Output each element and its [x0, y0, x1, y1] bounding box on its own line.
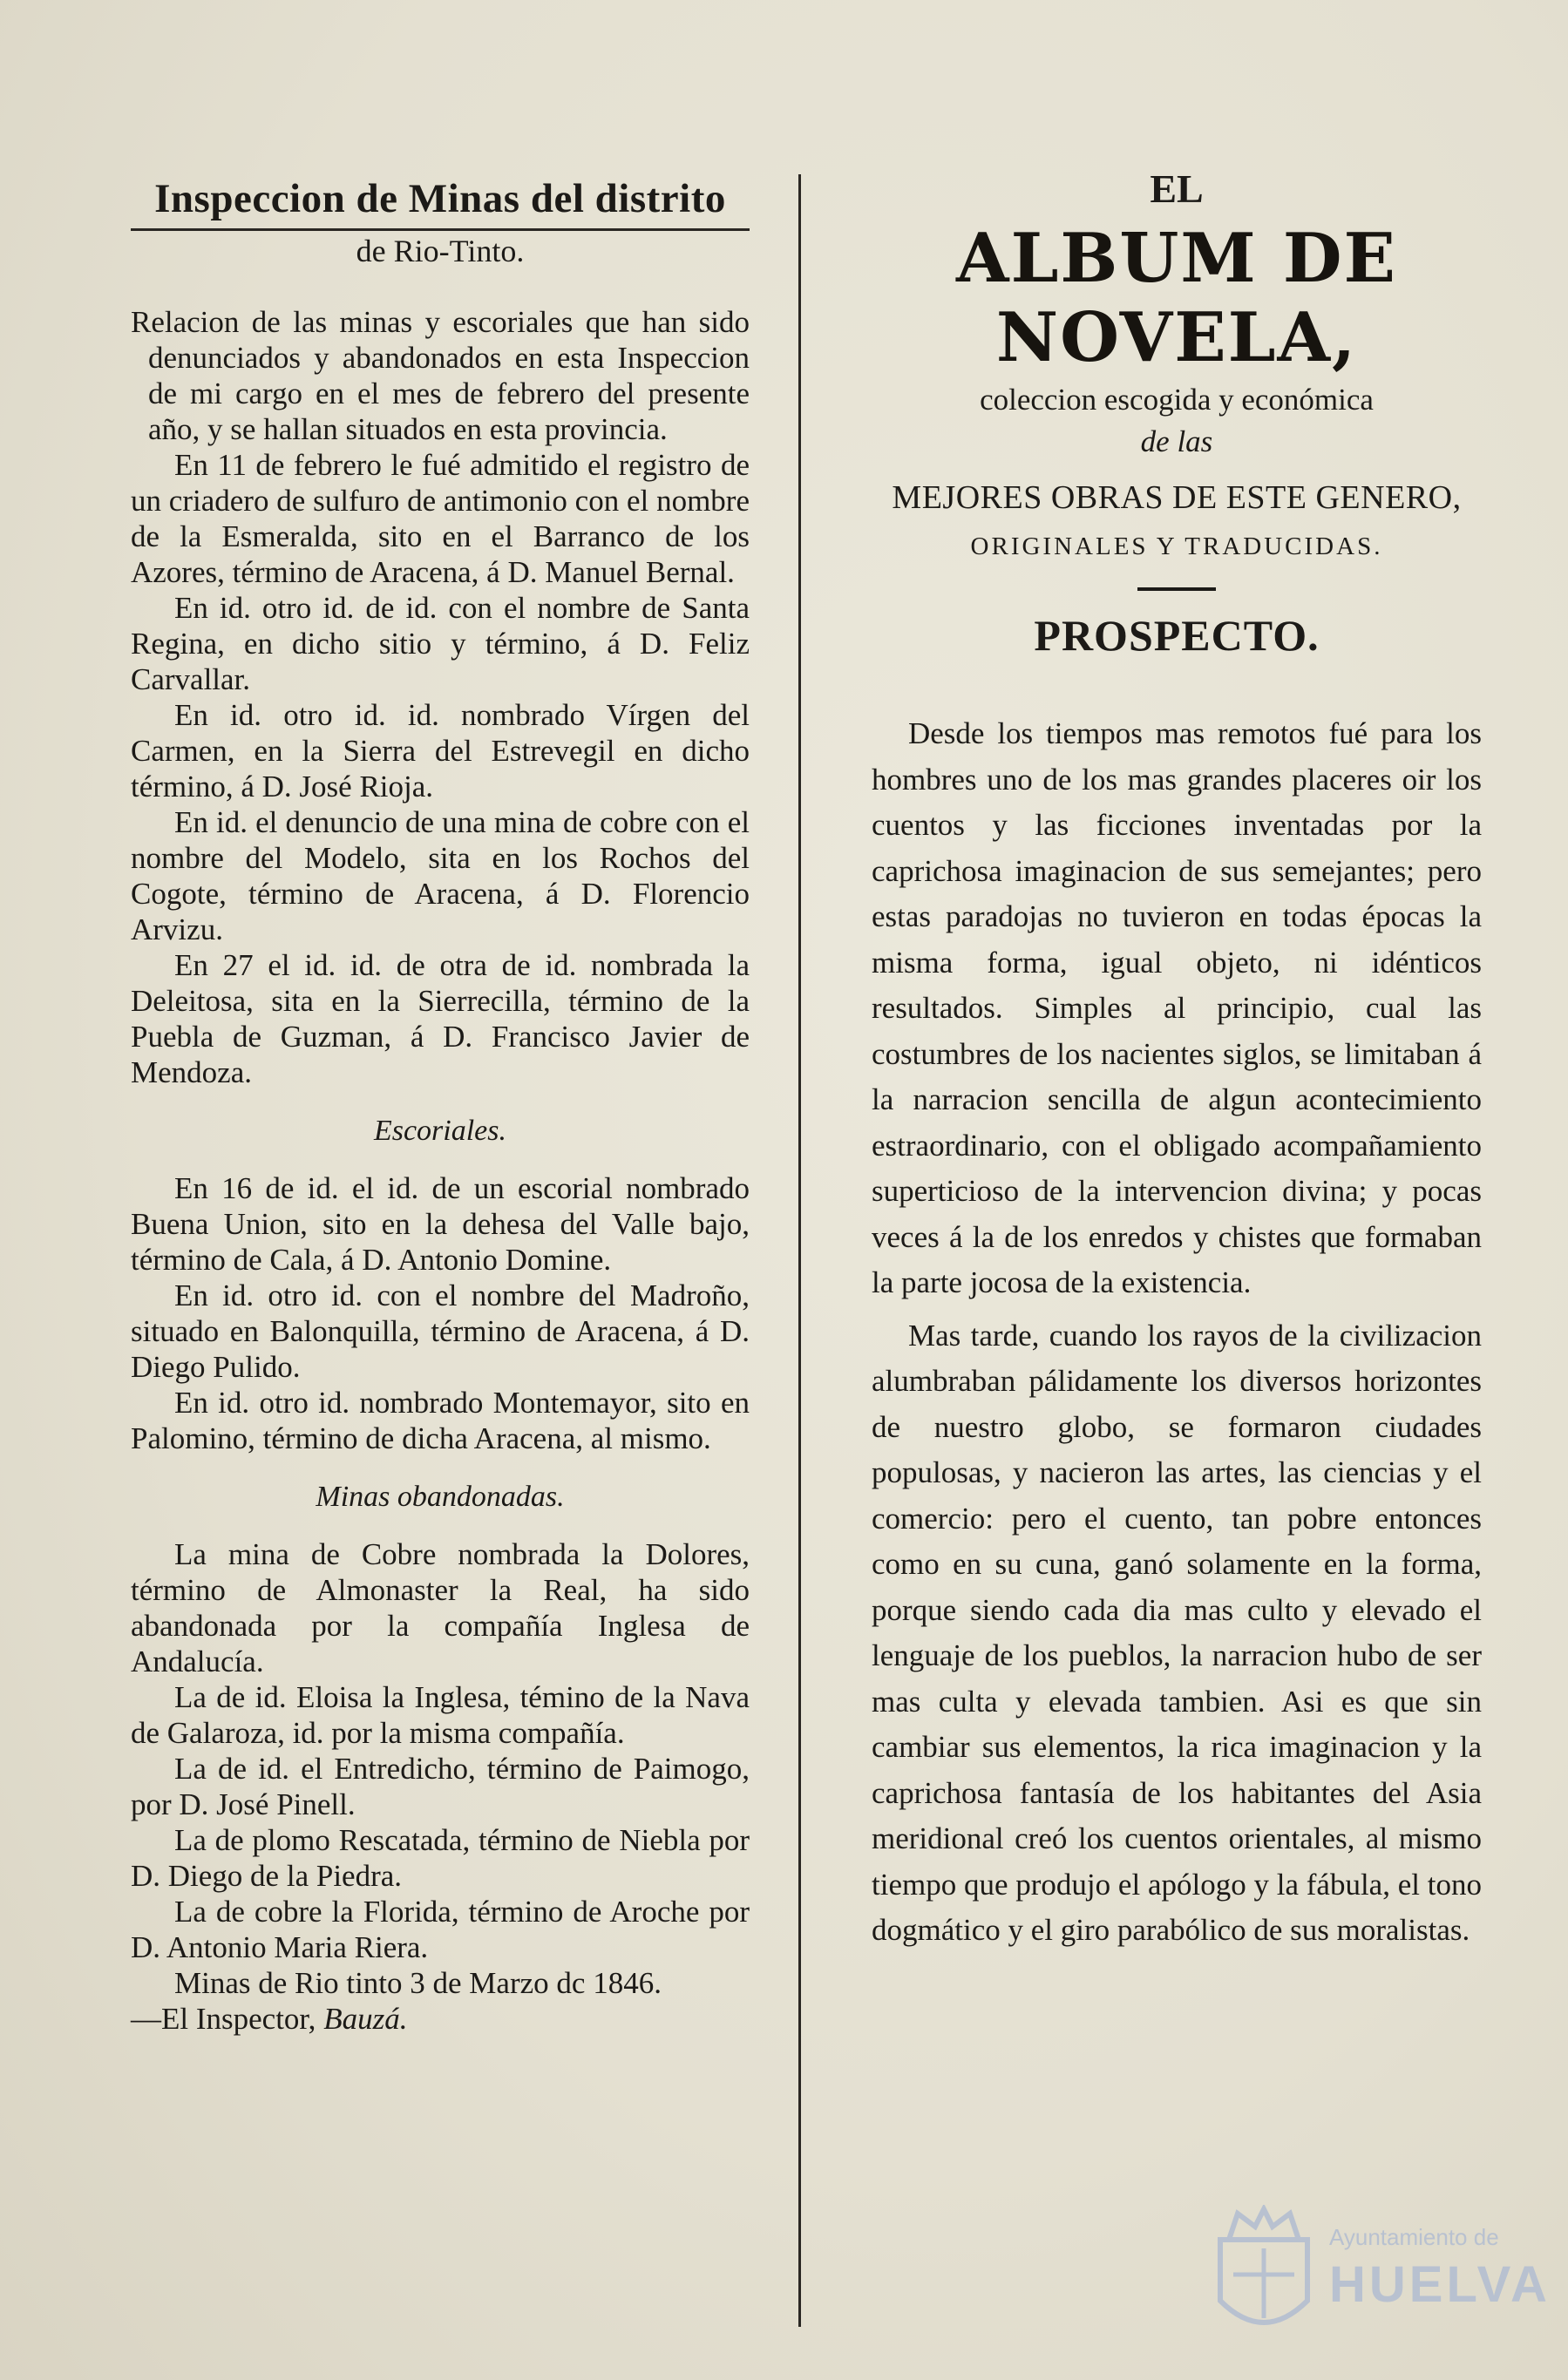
masthead-coleccion: coleccion escogida y económica [980, 383, 1374, 417]
closing-line: Minas de Rio tinto 3 de Marzo dc 1846. [174, 1966, 662, 2001]
mine-entry: En id. otro id. id. nombrado Vírgen del Carmen, en la Sierra del Estrevegil en dicho término, á D. José Rioja. [131, 698, 750, 804]
escorial-entry: En id. otro id. nombrado Montemayor, sito en Palomino, término de dicha Aracena, al mismo. [131, 1386, 750, 1456]
abandonadas-heading: Minas obandonadas. [316, 1481, 565, 1514]
library-stamp [1212, 2205, 1551, 2353]
abandoned-entry: La de id. el Entredicho, término de Paimogo, por D. José Pinell. [131, 1752, 750, 1822]
left-title: Inspeccion de Minas del distrito [131, 174, 750, 231]
abandoned-entry: La de plomo Rescatada, término de Niebla por D. Diego de la Piedra. [131, 1823, 750, 1894]
prospecto-paragraph: Mas tarde, cuando los rayos de la civilizacion alumbraban pálidamente los diversos horizontes de nuestro globo, se formaron ciudades populosas, y nacieron las artes, las ciencias y el comercio: pero el cuento, tan pobre entonces como en su cuna, ganó solamente en la forma, porque siendo cada dia mas culto y elevado el lenguaje de los pueblos, la narracion hubo de ser mas culta y elevada tambien. Asi es que sin cambiar sus elementos, la rica imaginacion y la caprichosa fantasía de los habitantes del Asia meridional creó los cuentos orientales, al mismo tiempo que produjo el apólogo y la fábula, el tono dogmático y el giro parabólico de sus moralistas. [872, 1318, 1482, 1947]
signature-name: Bauzá. [323, 2002, 408, 2037]
abandoned-entry: La de id. Eloisa la Inglesa, témino de la Nava de Galaroza, id. por la misma compañía. [131, 1680, 750, 1751]
masthead-title: ALBUM DE NOVELA, [956, 219, 1397, 377]
mine-entry: En 11 de febrero le fué admitido el registro de un criadero de sulfuro de antimonio con el nombre de la Esmeralda, sito en el Barranco de los Azores, término de Aracena, á D. Manuel Bernal. [131, 448, 750, 590]
right-column [872, 166, 1482, 1961]
crest-icon [1212, 2205, 1316, 2344]
masthead-el: EL [1150, 166, 1204, 211]
escorial-entry: En id. otro id. con el nombre del Madroño, situado en Balonquilla, término de Aracena, á D. Diego Pulido. [131, 1278, 750, 1385]
abandoned-entry: La mina de Cobre nombrada la Dolores, término de Almonaster la Real, ha sido abandonada por la compañía Inglesa de Andalucía. [131, 1537, 750, 1679]
stamp-line2: HUELVA [1329, 2256, 1551, 2313]
left-subtitle: de Rio-Tinto. [356, 234, 525, 269]
masthead-mejores: MEJORES OBRAS DE ESTE GENERO, [892, 479, 1462, 516]
left-intro: Relacion de las minas y escoriales que han sido denunciados y abandonados en esta Inspeccion de mi cargo en el mes de febrero del presente año, y se hallan situados en esta provincia. [131, 305, 750, 447]
abandoned-entry: La de cobre la Florida, término de Aroche por D. Antonio Maria Riera. [131, 1895, 750, 1965]
left-column [131, 174, 750, 2037]
stamp-line1: Ayuntamiento de [1329, 2224, 1499, 2250]
column-divider [798, 174, 801, 2327]
prospecto-paragraph: Desde los tiempos mas remotos fué para los hombres uno de los mas grandes placeres oir los cuentos y las ficciones inventadas por la caprichosa imaginacion de sus semejantes; pero estas paradojas no tuvieron en todas épocas la misma forma, igual objeto, ni idénticos resultados. Simples al principio, cual las costumbres de los nacientes siglos, se limitaban á la narracion sencilla de algun acontecimiento estraordinario, con el obligado acompañamiento superticioso de la intervencion divina; y pocas veces á la de los enredos y chistes que formaban la parte jocosa de la existencia. [872, 716, 1482, 1299]
escorial-entry: En 16 de id. el id. de un escorial nombrado Buena Union, sito en la dehesa del Valle bajo, término de Cala, á D. Antonio Domine. [131, 1171, 750, 1278]
escoriales-heading: Escoriales. [373, 1115, 507, 1148]
signature-line [131, 2001, 750, 2037]
masthead-de-las: de las [1140, 424, 1213, 458]
masthead-originales: ORIGINALES Y TRADUCIDAS. [970, 532, 1383, 560]
mine-entry: En id. el denuncio de una mina de cobre con el nombre del Modelo, sita en los Rochos del Cogote, término de Aracena, á D. Florencio Arvizu. [131, 805, 750, 947]
signature-prefix: —El Inspector, [131, 2002, 324, 2037]
prospecto-heading: PROSPECTO. [1034, 611, 1320, 660]
section-rule [1137, 587, 1216, 591]
mine-entry: En 27 el id. id. de otra de id. nombrada la Deleitosa, sita en la Sierrecilla, término de la Puebla de Guzman, á D. Francisco Javier de Mendoza. [131, 948, 750, 1090]
mine-entry: En id. otro id. de id. con el nombre de Santa Regina, en dicho sitio y término, á D. Feliz Carvallar. [131, 591, 750, 697]
